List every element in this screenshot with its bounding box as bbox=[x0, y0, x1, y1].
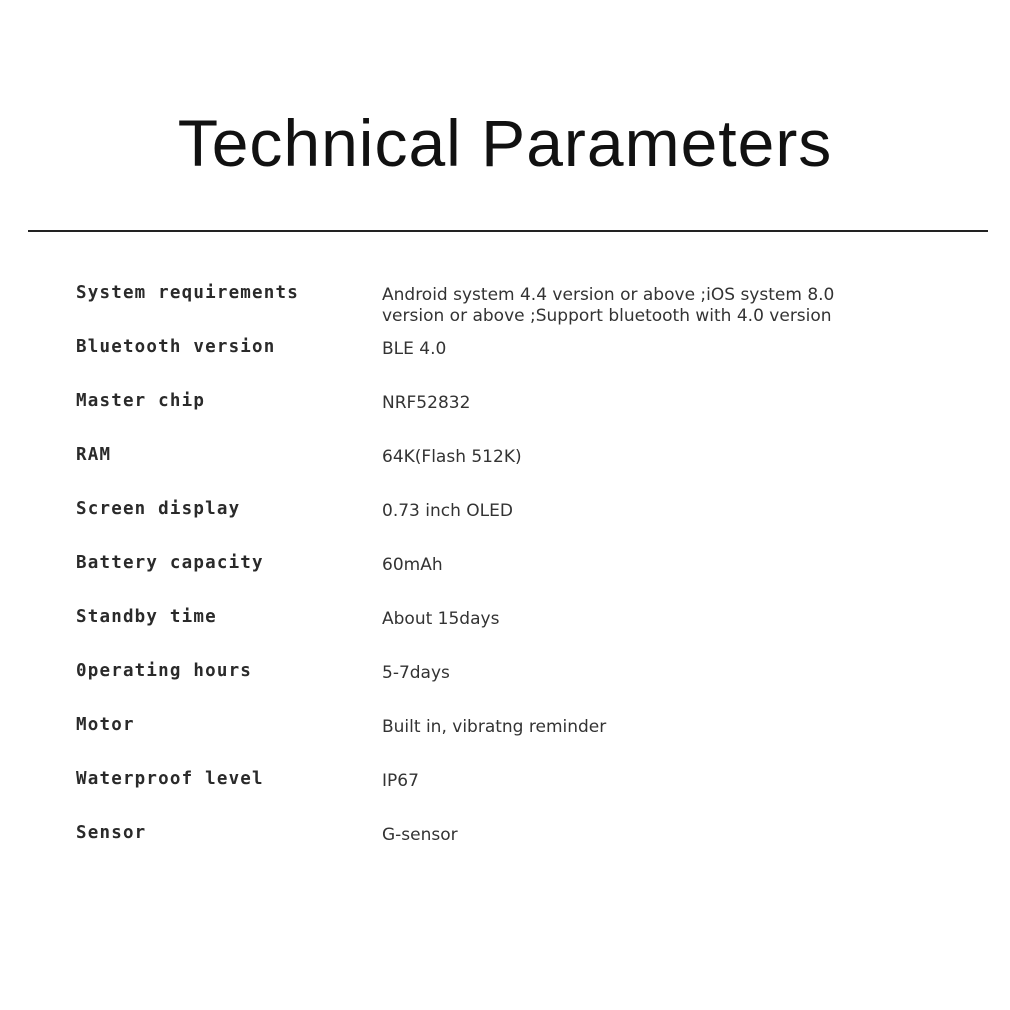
parameter-value: IP67 bbox=[382, 771, 419, 791]
parameter-label: Screen display bbox=[76, 499, 241, 519]
parameter-label: Waterproof level bbox=[76, 769, 264, 789]
parameter-label: Battery capacity bbox=[76, 553, 264, 573]
parameter-value: Android system 4.4 version or above ;iOS system 8.0 version or above ;Support bluetooth with 4.0 version bbox=[382, 285, 835, 326]
parameter-label: System requirements bbox=[76, 283, 299, 303]
parameter-value: 64K(Flash 512K) bbox=[382, 447, 522, 467]
parameter-value: NRF52832 bbox=[382, 393, 471, 413]
parameter-value: 60mAh bbox=[382, 555, 443, 575]
page-title: Technical Parameters bbox=[177, 106, 833, 180]
title-divider bbox=[28, 230, 988, 232]
parameter-label: Master chip bbox=[76, 391, 206, 411]
parameter-label: Motor bbox=[76, 715, 135, 735]
parameter-value: 5-7days bbox=[382, 663, 450, 683]
parameter-value: 0.73 inch OLED bbox=[382, 501, 513, 521]
parameter-value: BLE 4.0 bbox=[382, 339, 447, 359]
parameter-label: Standby time bbox=[76, 607, 217, 627]
parameter-value: G-sensor bbox=[382, 825, 458, 845]
parameter-label: Bluetooth version bbox=[76, 337, 276, 357]
parameter-label: 0perating hours bbox=[76, 661, 253, 681]
parameter-label: Sensor bbox=[76, 823, 147, 843]
parameter-value: Built in, vibratng reminder bbox=[382, 717, 607, 737]
parameter-label: RAM bbox=[76, 445, 112, 465]
parameter-value: About 15days bbox=[382, 609, 500, 629]
